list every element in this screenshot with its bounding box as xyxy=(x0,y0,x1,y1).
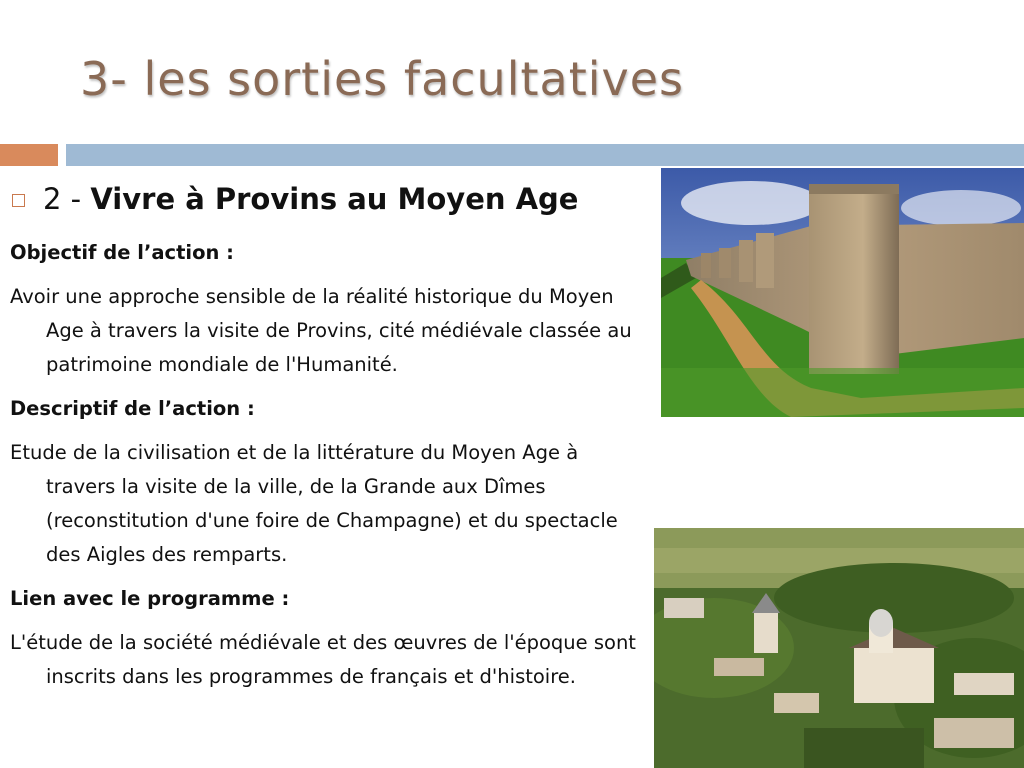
bullet-title: Vivre à Provins au Moyen Age xyxy=(90,182,579,216)
objectif-text: Avoir une approche sensible de la réalité historique du Moyen Age à travers la visite de Provins, cité médiévale classée au patrimoine mondiale de l'Humanité. xyxy=(10,285,632,376)
slide-title: 3- les sorties facultatives xyxy=(80,52,685,106)
provins-aerial-photo xyxy=(654,528,1024,768)
bullet-number: 2 - xyxy=(43,182,82,216)
ramparts-photo xyxy=(661,168,1024,417)
square-bullet-icon xyxy=(12,194,25,207)
bullet-heading xyxy=(12,182,578,216)
orange-accent-bar xyxy=(0,144,58,166)
lien-text: L'étude de la société médiévale et des œuvres de l'époque sont inscrits dans les programmes de français et d'histoire. xyxy=(10,631,636,688)
descriptif-text: Etude de la civilisation et de la littérature du Moyen Age à travers la visite de la ville, de la Grande aux Dîmes (reconstitution d'une foire de Champagne) et du spectacle des Aigles des remparts. xyxy=(10,441,618,566)
slide-body xyxy=(10,236,642,704)
blue-accent-bar xyxy=(66,144,1024,166)
objectif-label: Objectif de l’action : xyxy=(10,241,234,264)
lien-label: Lien avec le programme : xyxy=(10,587,290,610)
descriptif-label: Descriptif de l’action : xyxy=(10,397,255,420)
